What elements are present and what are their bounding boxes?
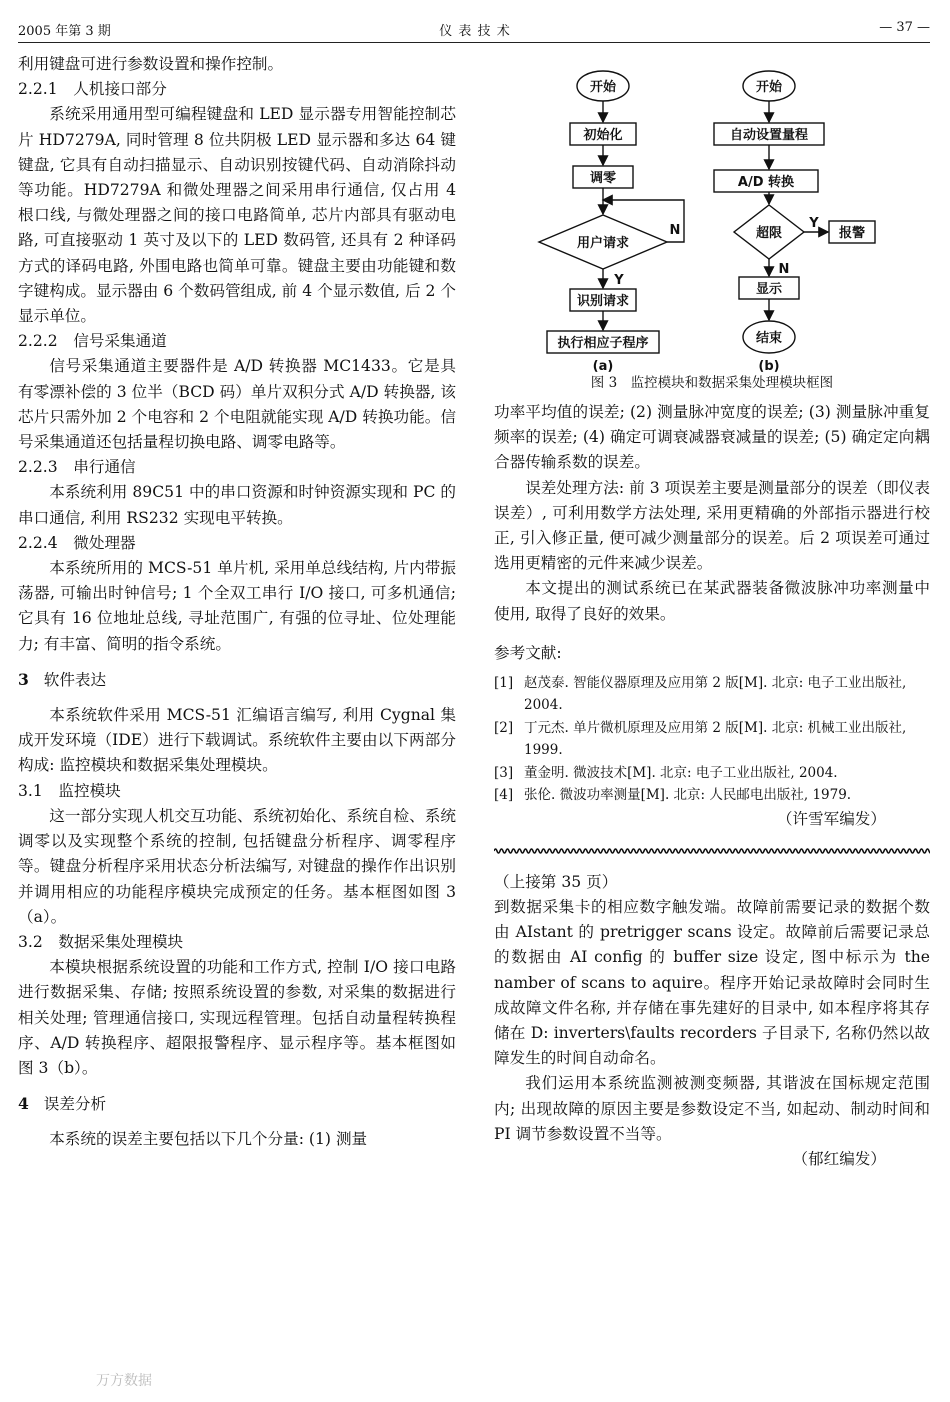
header-page-number: — 37 — (879, 20, 930, 35)
reference-item (494, 672, 930, 717)
flow-a-identify: 识别请求 (576, 294, 630, 309)
wavy-divider (494, 842, 930, 860)
reference-item (494, 784, 930, 807)
conclusion-paragraph: 本文提出的测试系统已在某武器装备微波脉冲功率测量中使用, 取得了良好的效果。 (494, 579, 930, 623)
section-3-heading (18, 657, 456, 703)
section-4-continued: 功率平均值的误差; (2) 测量脉冲宽度的误差; (3) 测量脉冲重复频率的误差; (4) 确定可调衰减器衰减量的误差; (5) 确定定向耦合器传输系数的误差。 (494, 403, 930, 472)
section-4-body: 本系统的误差主要包括以下几个分量: (1) 测量 (49, 1130, 368, 1149)
flowchart-figure (494, 52, 930, 372)
header-issue: 2005 年第 3 期 (18, 24, 111, 39)
reference-item (494, 717, 930, 762)
flow-b-yes-label: Y (809, 216, 819, 231)
section-4-number: 4 (18, 1094, 29, 1114)
flow-b-ad: A/D 转换 (737, 175, 795, 190)
figure-3 (494, 52, 930, 372)
continued-paragraph: 到数据采集卡的相应数字触发端。故障前需要记录的数据个数由 AIstant 的 pretrigger scans 设定。故障前后需要记录总的数据由 AI config 的 buffer size 设定, 图中标示为 the namber of scans to aquire。程序开始记录故障时会同时生成故障文件名称, 并存储在事先建好的目录中, 如本程序将其存储在 D: inverters\faults recorders 子目录下, 名称仍然以故障发生的时间自动命名。 (494, 898, 930, 1068)
reference-text: 董金明. 微波技术[M]. 北京: 电子工业出版社, 2004. (524, 764, 838, 781)
references-heading: 参考文献: (494, 643, 562, 662)
reference-text: 张伦. 微波功率测量[M]. 北京: 人民邮电出版社, 1979. (524, 787, 852, 804)
left-column (18, 52, 456, 1153)
header-journal: 仪 表 技 术 (439, 24, 511, 39)
section-3-2-body: 本模块根据系统设置的功能和工作方式, 控制 I/O 接口电路进行数据采集、存储; 按照系统设置的参数, 对采集的数据进行相关处理; 管理通信接口, 实现远程管理。包括自动量程转换程序、A/D 转换程序、超限报警程序、显示程序等。基本框图如图 3（b）。 (18, 958, 456, 1077)
section-2-2-2-heading: 2.2.2 信号采集通道 (18, 332, 167, 351)
flow-b-auto: 自动设置量程 (729, 128, 809, 143)
section-3-body: 本系统软件采用 MCS-51 汇编语言编写, 利用 Cygnal 集成开发环境（IDE）进行下载调试。系统软件主要由以下两部分构成: 监控模块和数据采集处理模块。 (18, 706, 456, 775)
right-column (494, 52, 930, 1172)
section-4-title: 误差分析 (43, 1095, 107, 1114)
section-3-number: 3 (18, 669, 29, 689)
flow-b-display: 显示 (755, 282, 783, 297)
section-3-1-body: 这一部分实现人机交互功能、系统初始化、系统自检、系统调零以及实现整个系统的控制, 包括键盘分析程序、调零程序等。键盘分析程序采用状态分析法编写, 对键盘的操作作出识别并调用相应的功能程序模块完成预定的任务。基本框图如图 3（a）。 (18, 806, 456, 926)
section-2-2-1-heading: 2.2.1 人机接口部分 (18, 80, 167, 99)
editor-note-2: （郁红编发） (792, 1150, 886, 1169)
reference-number: [2] (494, 719, 514, 736)
section-2-2-1-body: 系统采用通用型可编程键盘和 LED 显示器专用智能控制芯片 HD7279A, 同时管理 8 位共阴极 LED 显示器和多达 64 键键盘, 它具有自动扫描显示、自动识别按键代码、自动消除抖动等功能。HD7279A 和微处理器之间采用串行通信, 仅占用 4 根口线, 与微处理器之间的接口电路简单, 芯片内部具有驱动电路, 可直接驱动 1 英寸及以下的 LED 数码管, 还具有 2 种译码方式的译码电路, 外围电路也简单可靠。键盘主要由功能键和数字键构成。显示器由 6 个数码管组成, 前 4 个显示数值, 后 2 个显示单位。 (18, 105, 456, 326)
header-rule (18, 42, 930, 43)
flow-b-start: 开始 (755, 80, 783, 95)
reference-text: 赵茂泰. 智能仪器原理及应用第 2 版[M]. 北京: 电子工业出版社, 2004. (524, 674, 907, 714)
continued-from-label: （上接第 35 页） (494, 872, 618, 891)
flow-a-zero: 调零 (589, 171, 617, 186)
section-2-2-4-heading: 2.2.4 微处理器 (18, 533, 136, 552)
flow-b-end: 结束 (755, 331, 783, 346)
flow-a-init: 初始化 (583, 128, 623, 143)
reference-text: 丁元杰. 单片微机原理及应用第 2 版[M]. 北京: 机械工业出版社, 1999. (524, 719, 907, 759)
section-2-2-4-body: 本系统所用的 MCS-51 单片机, 采用单总线结构, 片内带振荡器, 可输出时钟信号; 1 个全双工串行 I/O 接口, 可多机通信; 它具有 16 位地址总线, 寻址范围广, 有强的位寻址、位处理能力; 有丰富、简明的指令系统。 (18, 559, 456, 653)
flow-b-alarm: 报警 (838, 226, 866, 241)
section-4-heading (18, 1081, 456, 1127)
editor-note-1: （许雪军编发） (776, 809, 886, 828)
section-3-2-heading: 3.2 数据采集处理模块 (18, 932, 184, 951)
flow-a-request: 用户请求 (576, 236, 630, 251)
flow-b-over: 超限 (755, 226, 783, 241)
figure-caption: 图 3 监控模块和数据采集处理模块框图 (590, 375, 834, 391)
intro-paragraph: 利用键盘可进行参数设置和操作控制。 (18, 55, 284, 73)
flow-a-no-label: N (669, 223, 681, 238)
error-handling-paragraph: 误差处理方法: 前 3 项误差主要是测量部分的误差（即仪表误差）, 可利用数学方法处理, 采用更精确的外部指示器进行校正, 引入修正量, 便可减少测量部分的误差。后 2 项误差可通过选用更精密的元件来减少误差。 (494, 478, 930, 573)
flow-b-label: (b) (758, 359, 780, 372)
reference-item (494, 762, 930, 785)
monitoring-paragraph: 我们运用本系统监测被测变频器, 其谐波在国标规定范围内; 出现故障的原因主要是参数设定不当, 如起动、制动时间和 PI 调节参数设置不当等。 (494, 1074, 930, 1143)
reference-number: [1] (494, 674, 514, 691)
flow-a-start: 开始 (589, 80, 617, 95)
flow-a-exec: 执行相应子程序 (557, 336, 649, 351)
flow-a-label: (a) (592, 359, 614, 372)
watermark: 万方数据 (96, 1373, 152, 1389)
section-2-2-2-body: 信号采集通道主要器件是 A/D 转换器 MC1433。它是具有零漂补偿的 3 位半（BCD 码）单片双积分式 A/D 转换器, 该芯片只需外加 2 个电容和 2 个电阻就能实现 A/D 转换功能。信号采集通道还包括量程切换电路、调零电路等。 (18, 357, 456, 452)
reference-number: [4] (494, 787, 514, 804)
section-3-title: 软件表达 (43, 670, 107, 689)
section-3-1-heading: 3.1 监控模块 (18, 781, 121, 800)
flow-b-no-label: N (778, 262, 790, 277)
reference-list (494, 672, 930, 807)
section-2-2-3-heading: 2.2.3 串行通信 (18, 458, 136, 477)
section-2-2-3-body: 本系统利用 89C51 中的串口资源和时钟资源实现和 PC 的串口通信, 利用 RS232 实现电平转换。 (18, 483, 456, 527)
reference-number: [3] (494, 764, 514, 781)
flow-a-yes-label: Y (614, 273, 624, 288)
